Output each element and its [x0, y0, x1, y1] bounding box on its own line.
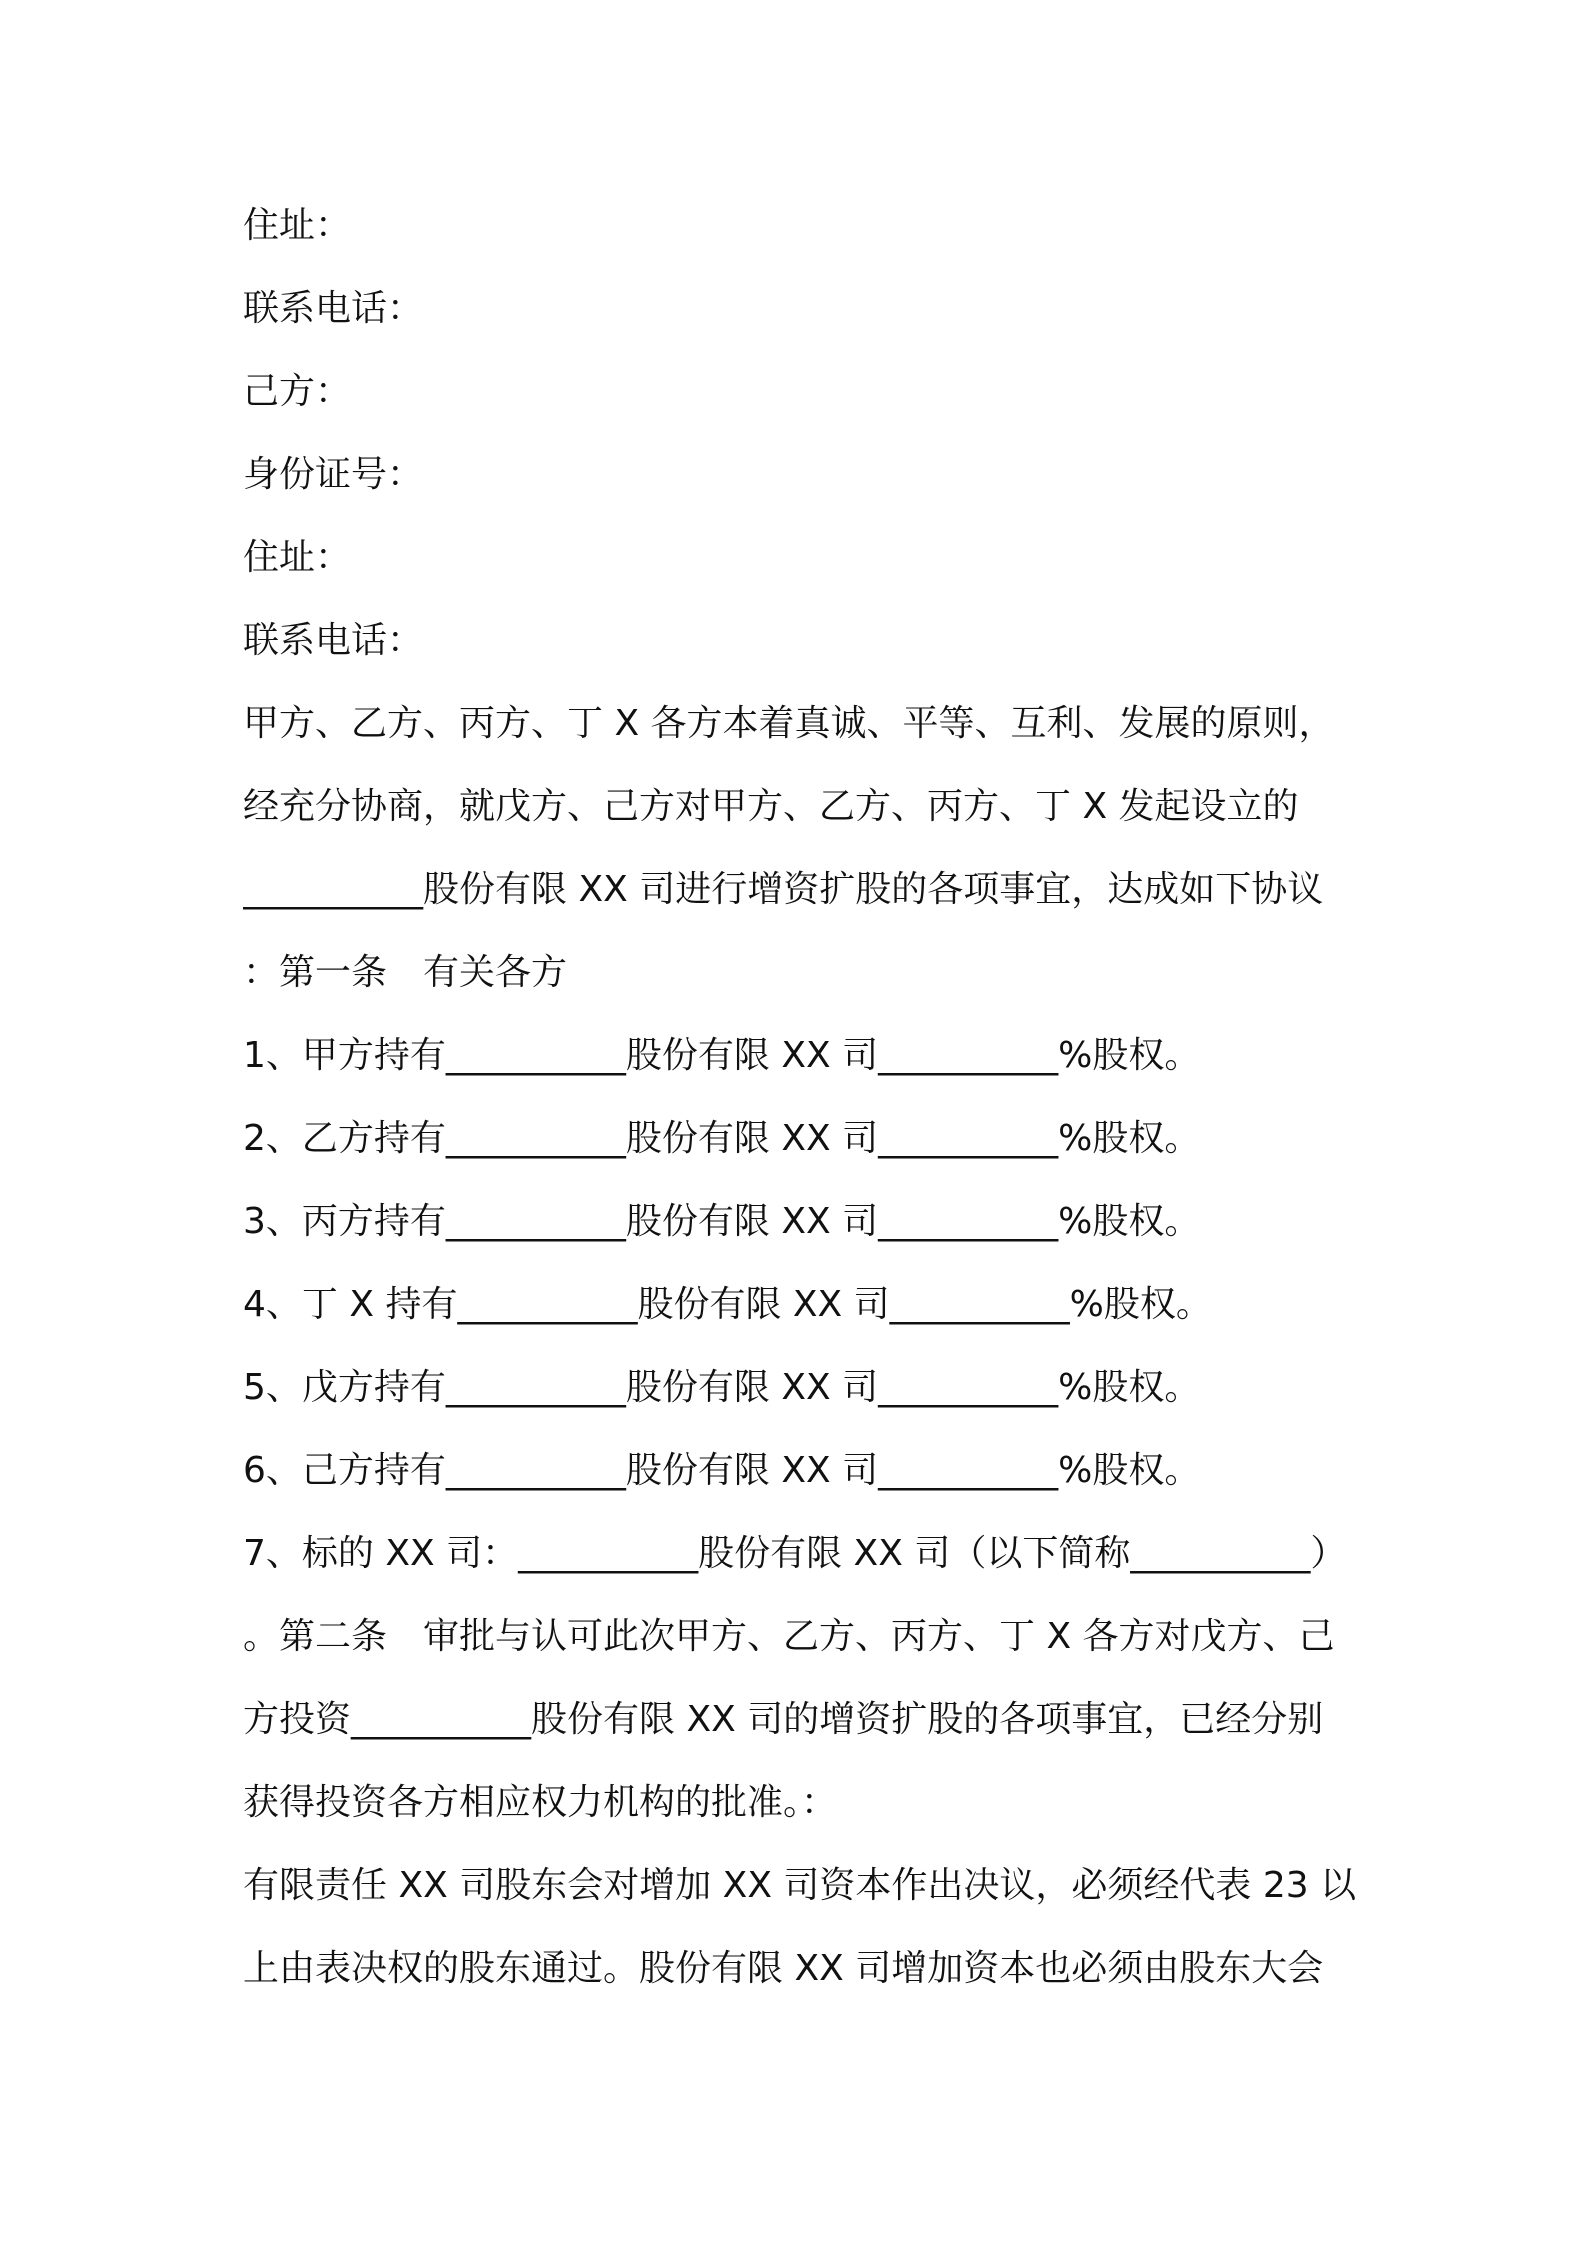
field-party-ji: 己方： [243, 371, 352, 412]
holding-item-4: 4、丁 X 持有__________股份有限 XX 司__________%股权。 [243, 1284, 1212, 1325]
article-2-line-2: 方投资__________股份有限 XX 司的增资扩股的各项事宜，已经分别 [243, 1699, 1324, 1740]
holding-item-5: 5、戊方持有__________股份有限 XX 司__________%股权。 [243, 1367, 1201, 1408]
field-phone-2: 联系电话： [243, 620, 424, 661]
article-1-heading: ：第一条 有关各方 [243, 952, 568, 993]
holding-item-2: 2、乙方持有__________股份有限 XX 司__________%股权。 [243, 1118, 1201, 1159]
resolution-line-1: 有限责任 XX 司股东会对增加 XX 司资本作出决议，必须经代表 23 以 [243, 1865, 1357, 1906]
field-address-2: 住址： [243, 537, 352, 578]
field-phone-1: 联系电话： [243, 288, 424, 329]
field-address-1: 住址： [243, 205, 352, 246]
article-2-line-1: 。第二条 审批与认可此次甲方、乙方、丙方、丁 X 各方对戊方、己 [243, 1616, 1335, 1657]
document-body [243, 196, 1363, 2022]
holding-item-1: 1、甲方持有__________股份有限 XX 司__________%股权。 [243, 1035, 1201, 1076]
preamble-line-3: __________股份有限 XX 司进行增资扩股的各项事宜，达成如下协议 [243, 869, 1324, 910]
preamble-line-1: 甲方、乙方、丙方、丁 X 各方本着真诚、平等、互利、发展的原则， [243, 703, 1335, 744]
target-company-item: 7、标的 XX 司：__________股份有限 XX 司（以下简称__________） [243, 1533, 1347, 1574]
article-2-line-3: 获得投资各方相应权力机构的批准。： [243, 1782, 838, 1823]
holding-item-3: 3、丙方持有__________股份有限 XX 司__________%股权。 [243, 1201, 1201, 1242]
preamble-line-2: 经充分协商，就戊方、己方对甲方、乙方、丙方、丁 X 发起设立的 [243, 786, 1299, 827]
resolution-line-2: 上由表决权的股东通过。股份有限 XX 司增加资本也必须由股东大会 [243, 1948, 1324, 1989]
holding-item-6: 6、己方持有__________股份有限 XX 司__________%股权。 [243, 1450, 1201, 1491]
field-id-number: 身份证号： [243, 454, 424, 495]
